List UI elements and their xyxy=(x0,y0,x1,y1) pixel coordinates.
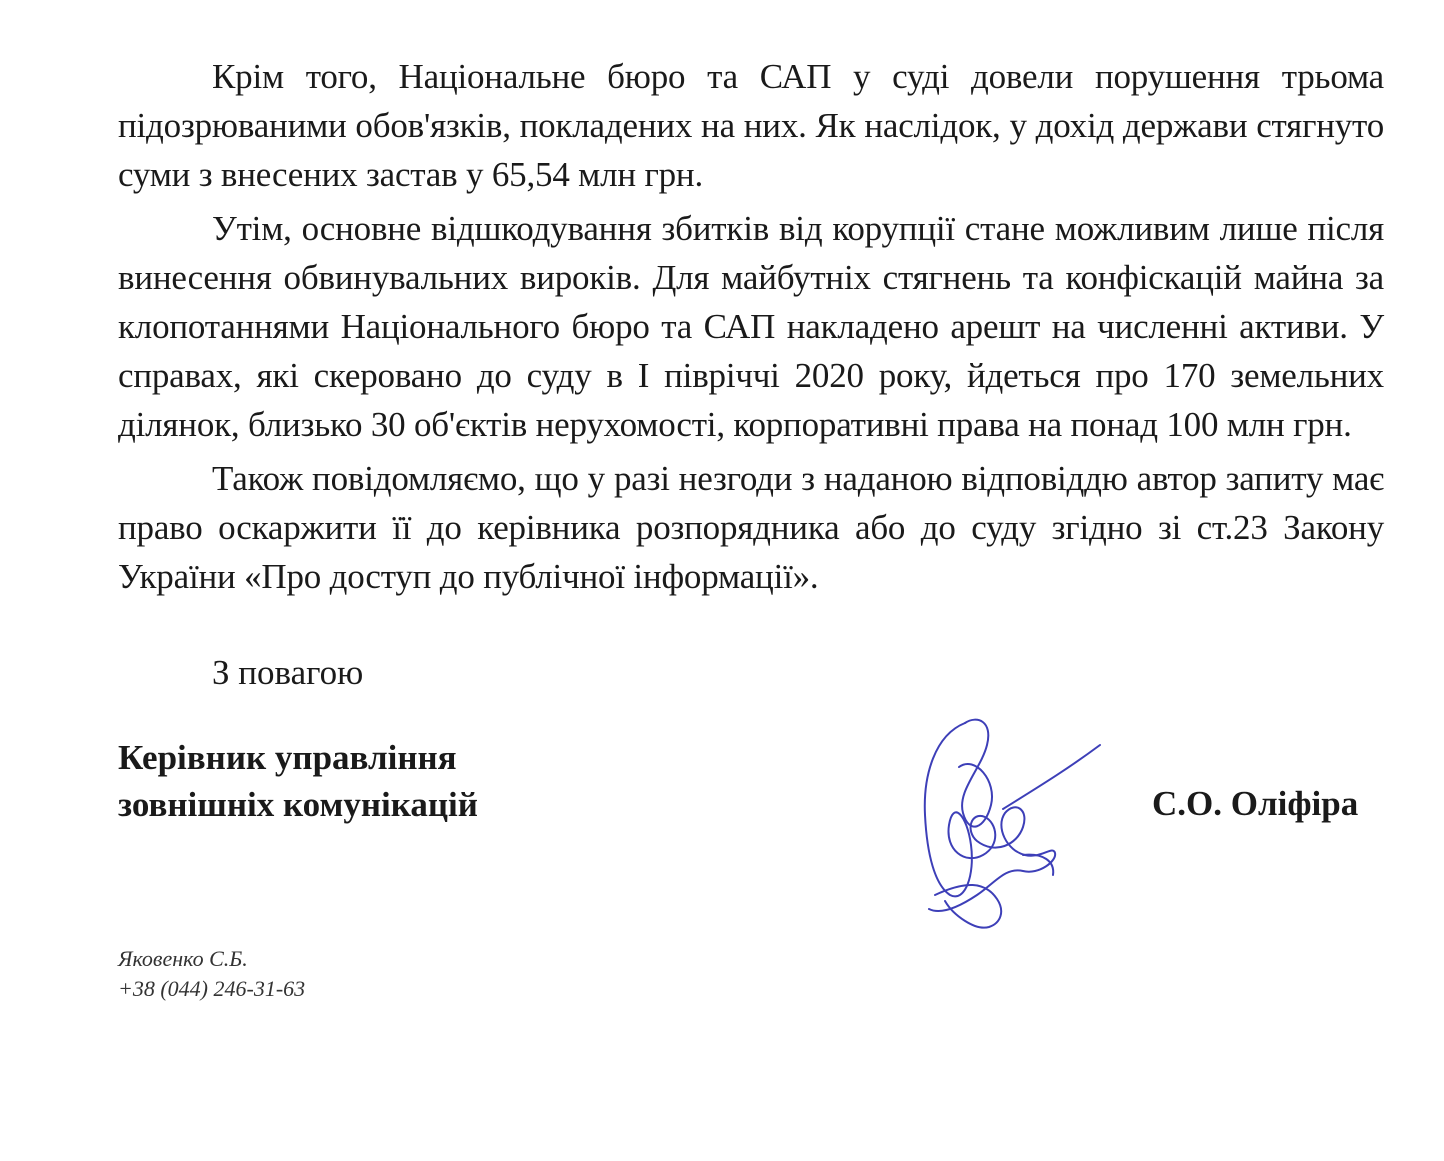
paragraph-appeal-rights: Також повідомляємо, що у разі незгоди з наданою відповіддю автор запиту має право оскаржити її до керівника розпорядника або до суду згідно зі ст.23 Закону України «Про доступ до публічної інформації». xyxy=(118,459,1384,596)
signer-name: С.О. Оліфіра xyxy=(1152,784,1359,823)
contact-phone: +38 (044) 246-31-63 xyxy=(118,976,306,1001)
contact-person: Яковенко С.Б. xyxy=(118,946,248,971)
letter-body xyxy=(118,52,1384,606)
paragraph-bail-forfeiture: Крім того, Національне бюро та САП у суді довели порушення трьома підозрюваними обов'язків, покладених на них. Як наслідок, у дохід держави стягнуто суми з внесених застав у 65,54 млн грн. xyxy=(118,57,1384,194)
handwritten-signature xyxy=(905,705,1115,935)
signer-position xyxy=(118,734,478,828)
paragraph-asset-arrests: Утім, основне відшкодування збитків від корупції стане можливим лише після винесення обвинувальних вироків. Для майбутніх стягнень та конфіскацій майна за клопотаннями Національного бюро та САП накладено арешт на численні активи. У справах, які скеровано до суду в І півріччі 2020 року, йдеться про 170 земельних ділянок, близько 30 об'єктів нерухомості, корпоративні права на понад 100 млн грн. xyxy=(118,209,1384,444)
signer-position-line2: зовнішніх комунікацій xyxy=(118,785,478,824)
signer-position-line1: Керівник управління xyxy=(118,738,457,777)
contact-block xyxy=(118,944,305,1004)
closing-regards: З повагою xyxy=(212,653,364,692)
